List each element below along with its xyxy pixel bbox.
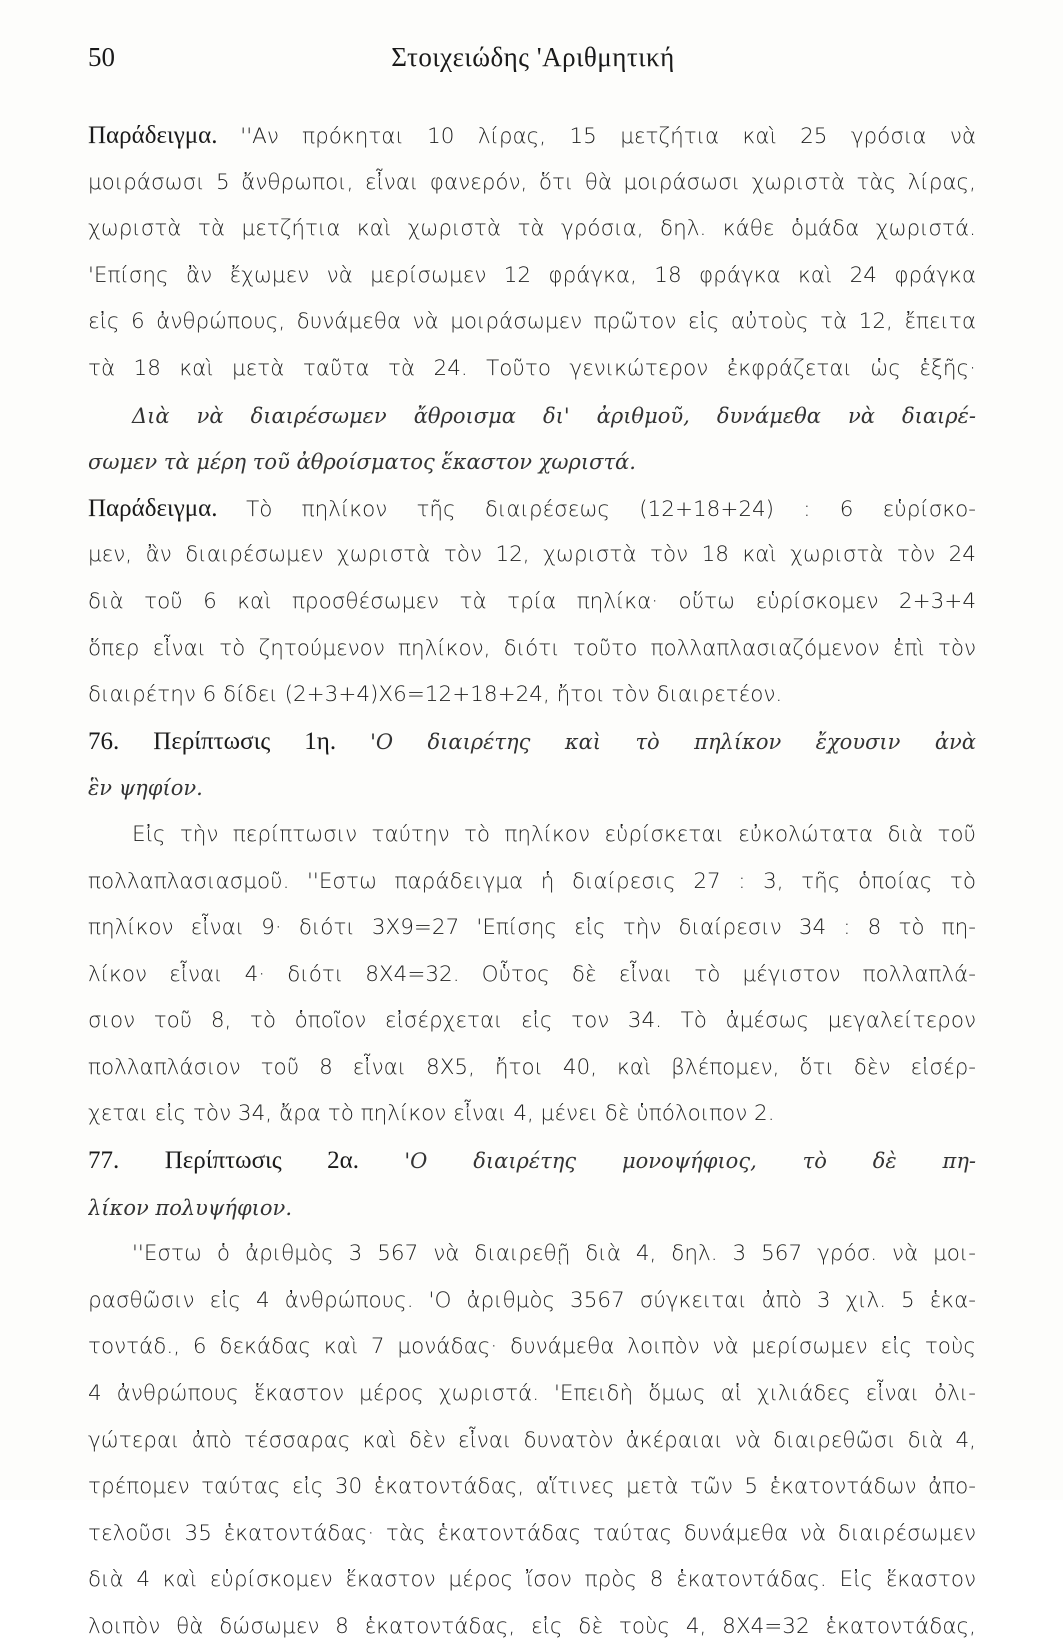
text-line [88, 486, 976, 533]
text-line [88, 626, 976, 673]
line-text: χωριστὰ τὰ μετζήτια καὶ χωριστὰ τὰ γρόσια, δηλ. κάθε ὁμάδα χωριστά. [88, 216, 976, 242]
line-text: ''Αν πρόκηται 10 λίρας, 15 μετζήτια καὶ 25 γρόσια νὰ [240, 124, 976, 149]
line-text: ρασθῶσιν εἰς 4 ἀνθρώπους. 'Ο ἀριθμὸς 3567 σύγκειται ἀπὸ 3 χιλ. 5 ἑκα- [88, 1287, 976, 1313]
section-heading-text: 'Ο διαιρέτης καὶ τὸ πηλίκον ἔχουσιν ἀνὰ [370, 729, 976, 754]
line-text: λοιπὸν θὰ δώσωμεν 8 ἑκατοντάδας, εἰς δὲ τοὺς 4, 8X4=32 ἑκατοντάδας, [88, 1614, 976, 1639]
line-text: γώτεραι ἀπὸ τέσσαρας καὶ δὲν εἶναι δυνατὸν ἀκέραιαι νὰ διαιρεθῶσι διὰ 4, [88, 1427, 976, 1453]
page-header [88, 40, 978, 80]
text-line [88, 812, 976, 859]
line-text: εἰς 6 ἀνθρώπους, δυνάμεθα νὰ μοιράσωμεν πρῶτον εἰς αὐτοὺς τὰ 12, ἔπειτα [88, 309, 976, 335]
line-text: χεται εἰς τὸν 34, ἄρα τὸ πηλίκον εἶναι 4, μένει δὲ ὑπόλοιπον 2. [88, 1101, 775, 1127]
text-line [88, 1464, 976, 1511]
page-number: 50 [88, 42, 115, 72]
paragraph-lead: 76. Περίπτωσις 1η. [88, 727, 371, 755]
italic-rule-text: λίκον πολυψήφιον. [88, 1195, 292, 1220]
italic-rule-text: ἓν ψηφίον. [88, 776, 203, 801]
line-text: τοντάδ., 6 δεκάδας καὶ 7 μονάδας· δυνάμεθα λοιπὸν νὰ μερίσωμεν εἰς τοὺς [88, 1334, 976, 1360]
line-text: Εἰς τὴν περίπτωσιν ταύτην τὸ πηλίκον εὑρίσκεται εὐκολώτατα διὰ τοῦ [132, 821, 976, 847]
text-line [88, 998, 976, 1045]
paragraph-lead: Παράδειγμα. [88, 494, 247, 522]
line-text: πολλαπλάσιον τοῦ 8 εἶναι 8X5, ἤτοι 40, καὶ βλέπομεν, ὅτι δὲν εἰσέρ- [88, 1054, 976, 1080]
text-line [88, 672, 976, 719]
text-line [88, 1324, 976, 1371]
text-line [88, 1138, 976, 1185]
line-text: διαιρέτην 6 δίδει (2+3+4)X6=12+18+24, ἤτοι τὸν διαιρετέον. [88, 682, 783, 708]
italic-rule-text: σωμεν τὰ μέρη τοῦ ἀθροίσματος ἕκαστον χωριστά. [88, 450, 636, 475]
line-text: Τὸ πηλίκον τῆς διαιρέσεως (12+18+24) : 6 εὑρίσκο- [246, 496, 976, 522]
text-line [88, 1418, 976, 1465]
text-line [88, 1278, 976, 1325]
text-line [88, 905, 976, 952]
line-text: 4 ἀνθρώπους ἕκαστον μέρος χωριστά. 'Επειδὴ ὅμως αἱ χιλιάδες εἶναι ὀλι- [88, 1381, 976, 1407]
text-line [88, 579, 976, 626]
line-text: τελοῦσι 35 ἑκατοντάδας· τὰς ἑκατοντάδας ταύτας δυνάμεθα νὰ διαιρέσωμεν [88, 1520, 976, 1546]
line-text: 'Επίσης ἂν ἔχωμεν νὰ μερίσωμεν 12 φράγκα, 18 φράγκα καὶ 24 φράγκα [88, 262, 976, 288]
line-text: μεν, ἂν διαιρέσωμεν χωριστὰ τὸν 12, χωριστὰ τὸν 18 καὶ χωριστὰ τὸν 24 [88, 542, 976, 568]
text-line [88, 719, 976, 766]
italic-rule-text: Διὰ νὰ διαιρέσωμεν ἄθροισμα δι' ἀριθμοῦ, δυνάμεθα νὰ διαιρέ- [132, 403, 976, 428]
paragraph-lead: Παράδειγμα. [88, 122, 241, 149]
section-heading-text: 'Ο διαιρέτης μονοψήφιος, τὸ δὲ πη- [404, 1149, 976, 1174]
line-text: μοιράσωσι 5 ἄνθρωποι, εἶναι φανερόν, ὅτι θὰ μοιράσωσι χωριστὰ τὰς λίρας, [88, 169, 976, 195]
text-line [88, 113, 976, 160]
line-text: πολλαπλασιασμοῦ. ''Εστω παράδειγμα ἡ διαίρεσις 27 : 3, τῆς ὁποίας τὸ [88, 868, 976, 894]
line-text: λίκον εἶναι 4· διότι 8X4=32. Οὗτος δὲ εἶναι τὸ μέγιστον πολλαπλά- [88, 961, 976, 987]
text-line [88, 206, 976, 253]
line-text: διὰ 4 καὶ εὑρίσκομεν ἕκαστον μέρος ἴσον πρὸς 8 ἑκατοντάδας. Εἰς ἕκαστον [88, 1567, 976, 1593]
text-line [88, 1185, 976, 1232]
text-line [88, 160, 976, 207]
line-text: πηλίκον εἶναι 9· διότι 3X9=27 'Επίσης εἰς τὴν διαίρεσιν 34 : 8 τὸ πη- [88, 915, 976, 941]
text-line [88, 393, 976, 440]
text-line [88, 1231, 976, 1278]
text-line [88, 299, 976, 346]
text-line [88, 952, 976, 999]
line-text: διὰ τοῦ 6 καὶ προσθέσωμεν τὰ τρία πηλίκα· οὕτω εὑρίσκομεν 2+3+4 [88, 588, 976, 614]
line-text: ''Εστω ὁ ἀριθμὸς 3 567 νὰ διαιρεθῇ διὰ 4, δηλ. 3 567 γρόσ. νὰ μοι- [132, 1241, 976, 1267]
text-line [88, 1045, 976, 1092]
page-body [88, 113, 976, 1651]
running-title: Στοιχειώδης 'Αριθμητική [391, 42, 675, 72]
line-text: τρέπομεν ταύτας εἰς 30 ἑκατοντάδας, αἵτινες μετὰ τῶν 5 ἑκατοντάδων ἀπο- [88, 1474, 976, 1500]
line-text: ὅπερ εἶναι τὸ ζητούμενον πηλίκον, διότι τοῦτο πολλαπλασιαζόμενον ἐπὶ τὸν [88, 635, 976, 661]
text-line [88, 1511, 976, 1558]
text-line [88, 532, 976, 579]
text-line [88, 859, 976, 906]
text-line [88, 253, 976, 300]
line-text: σιον τοῦ 8, τὸ ὁποῖον εἰσέρχεται εἰς τον 34. Τὸ ἀμέσως μεγαλείτερον [88, 1008, 976, 1034]
text-line [88, 1557, 976, 1604]
text-line [88, 1604, 976, 1651]
text-line [88, 1091, 976, 1138]
text-line [88, 765, 976, 812]
text-line [88, 439, 976, 486]
paragraph-lead: 77. Περίπτωσις 2α. [88, 1147, 405, 1175]
line-text: τὰ 18 καὶ μετὰ ταῦτα τὰ 24. Τοῦτο γενικώτερον ἐκφράζεται ὡς ἑξῆς· [88, 355, 976, 381]
text-line [88, 1371, 976, 1418]
text-line [88, 346, 976, 393]
